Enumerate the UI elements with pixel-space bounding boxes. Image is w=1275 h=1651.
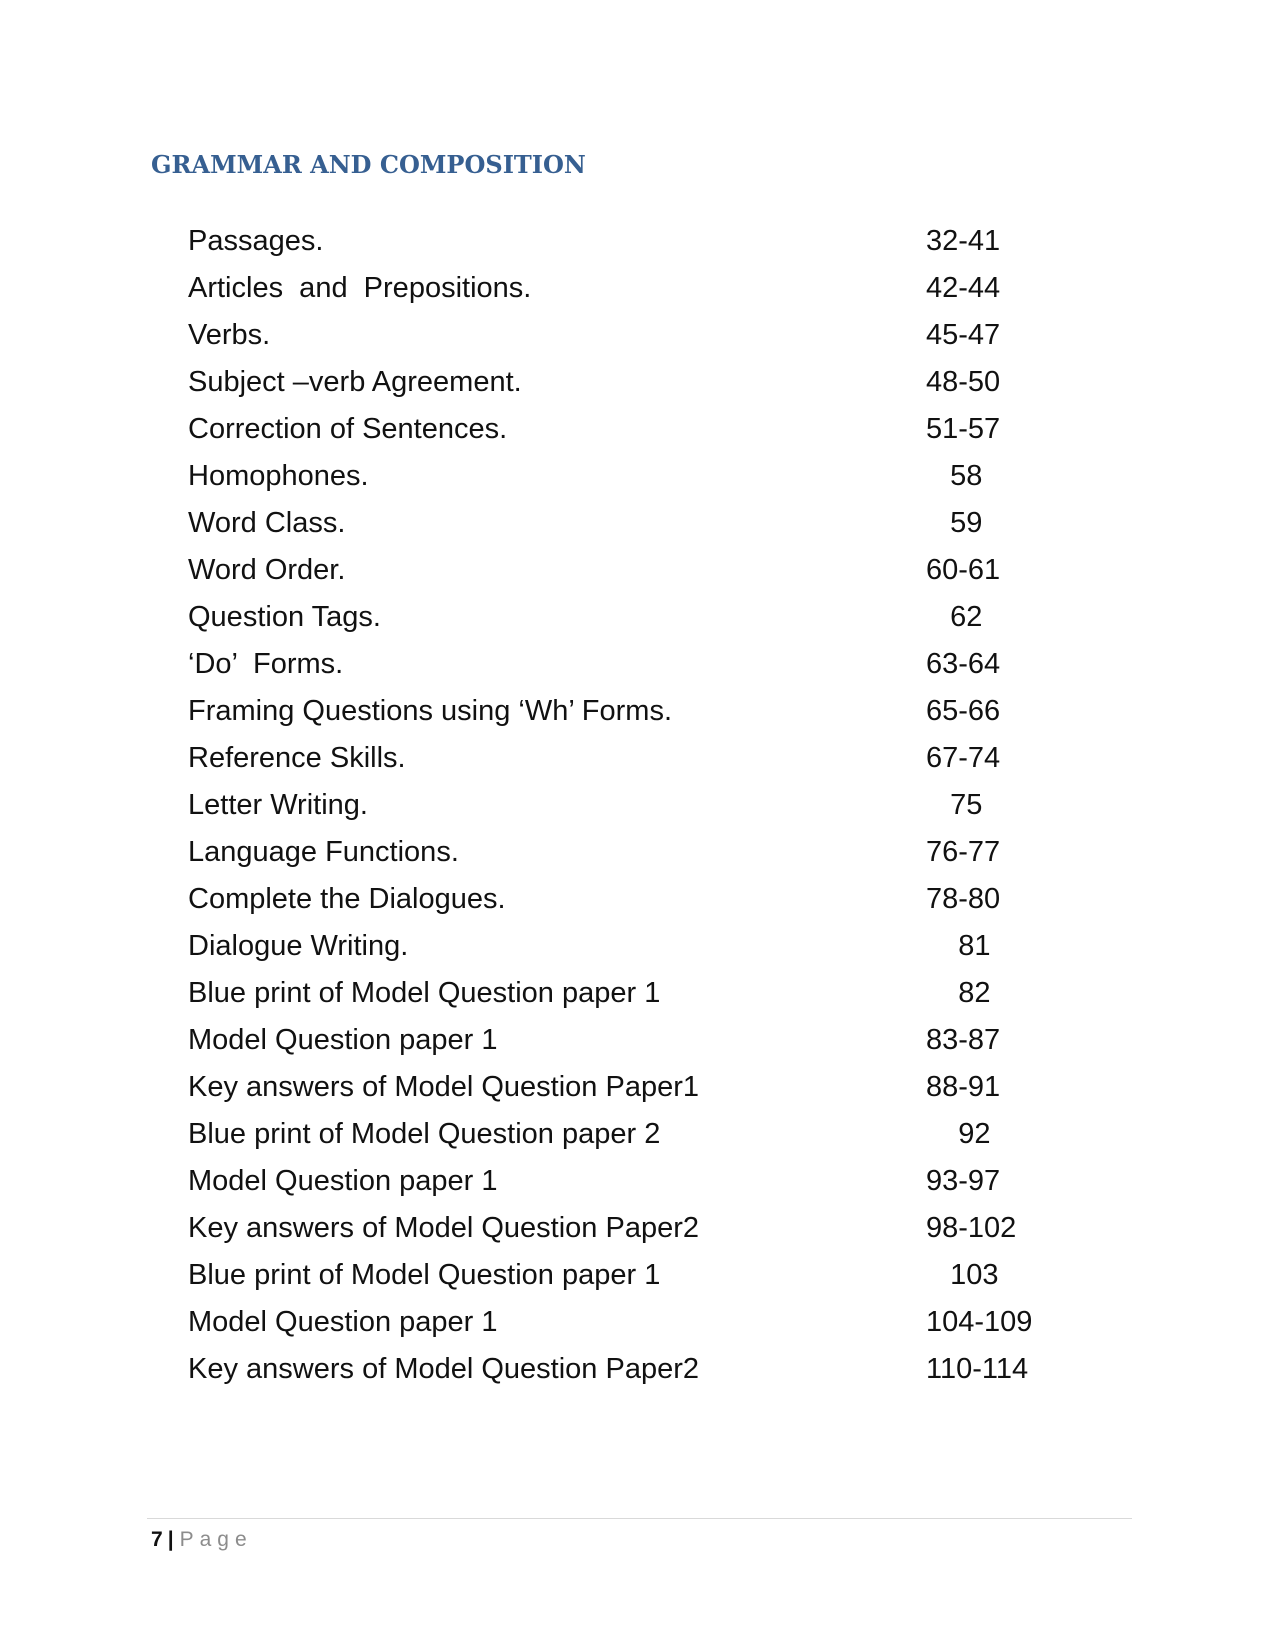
toc-entry bbox=[188, 312, 1128, 359]
toc-entry-title: Verbs. bbox=[188, 319, 271, 351]
toc-entry bbox=[188, 359, 1128, 406]
toc-entry-pages: 42-44 bbox=[926, 272, 1001, 304]
toc-entry-title: Homophones. bbox=[188, 460, 369, 492]
toc-entry-title: Question Tags. bbox=[188, 601, 381, 633]
toc-entry-pages: 75 bbox=[926, 789, 983, 821]
toc-entry-pages: 93-97 bbox=[926, 1165, 1001, 1197]
toc-entry-title: Dialogue Writing. bbox=[188, 930, 409, 962]
toc-entry bbox=[188, 1064, 1128, 1111]
toc-entry-title: Blue print of Model Question paper 2 bbox=[188, 1118, 661, 1150]
footer-separator: | bbox=[167, 1528, 174, 1551]
toc-entry-title: Articles and Prepositions. bbox=[188, 272, 532, 304]
toc-entry-pages: 60-61 bbox=[926, 554, 1001, 586]
toc-entry-title: Complete the Dialogues. bbox=[188, 883, 506, 915]
toc-entry-pages: 81 bbox=[926, 930, 991, 962]
toc-entry-pages: 63-64 bbox=[926, 648, 1001, 680]
toc-entry-pages: 83-87 bbox=[926, 1024, 1001, 1056]
toc-entry bbox=[188, 782, 1128, 829]
toc-entry bbox=[188, 406, 1128, 453]
toc-entry-pages: 76-77 bbox=[926, 836, 1001, 868]
toc-entry-pages: 103 bbox=[926, 1259, 999, 1291]
toc-entry-pages: 48-50 bbox=[926, 366, 1001, 398]
toc-entry-title: Letter Writing. bbox=[188, 789, 368, 821]
toc-entry-pages: 92 bbox=[926, 1118, 991, 1150]
toc-entry-pages: 58 bbox=[926, 460, 983, 492]
toc-entry bbox=[188, 735, 1128, 782]
toc-entry-title: Key answers of Model Question Paper2 bbox=[188, 1353, 699, 1385]
toc-entry-title: Key answers of Model Question Paper2 bbox=[188, 1212, 699, 1244]
toc-entry-pages: 67-74 bbox=[926, 742, 1001, 774]
toc-entry-title: Model Question paper 1 bbox=[188, 1024, 498, 1056]
toc-entry bbox=[188, 500, 1128, 547]
toc-entry-pages: 62 bbox=[926, 601, 983, 633]
toc-entry bbox=[188, 218, 1128, 265]
toc-entry-title: Word Order. bbox=[188, 554, 346, 586]
toc-entry-title: Framing Questions using ‘Wh’ Forms. bbox=[188, 695, 673, 727]
toc-entry bbox=[188, 547, 1128, 594]
toc-entry-title: Key answers of Model Question Paper1 bbox=[188, 1071, 699, 1103]
toc-entry-pages: 98-102 bbox=[926, 1212, 1017, 1244]
toc-entry-pages: 32-41 bbox=[926, 225, 1001, 257]
toc-entry bbox=[188, 453, 1128, 500]
toc-entry-pages: 110-114 bbox=[926, 1353, 1029, 1385]
toc-entry bbox=[188, 1111, 1128, 1158]
toc-entry-title: Word Class. bbox=[188, 507, 346, 539]
page-label: Page bbox=[179, 1528, 253, 1551]
page-number: 7 bbox=[151, 1528, 163, 1551]
toc-entry-pages: 59 bbox=[926, 507, 983, 539]
toc-entry-pages: 45-47 bbox=[926, 319, 1001, 351]
toc-entry bbox=[188, 1205, 1128, 1252]
toc-entry bbox=[188, 1158, 1128, 1205]
toc-entry bbox=[188, 829, 1128, 876]
section-heading: GRAMMAR AND COMPOSITION bbox=[151, 150, 586, 179]
toc-entry-title: ‘Do’ Forms. bbox=[188, 648, 344, 680]
toc-entry bbox=[188, 265, 1128, 312]
toc-entry-title: Blue print of Model Question paper 1 bbox=[188, 977, 661, 1009]
toc-entry-title: Passages. bbox=[188, 225, 324, 257]
toc-entry bbox=[188, 688, 1128, 735]
toc-entry-pages: 78-80 bbox=[926, 883, 1001, 915]
toc-entry bbox=[188, 876, 1128, 923]
toc-entry-title: Blue print of Model Question paper 1 bbox=[188, 1259, 661, 1291]
toc-entry-pages: 104-109 bbox=[926, 1306, 1033, 1338]
toc-entry bbox=[188, 1299, 1128, 1346]
toc-entry-title: Language Functions. bbox=[188, 836, 459, 868]
toc-entry bbox=[188, 1346, 1128, 1393]
toc-entry-pages: 51-57 bbox=[926, 413, 1001, 445]
toc-entry-title: Model Question paper 1 bbox=[188, 1306, 498, 1338]
toc-entry-pages: 82 bbox=[926, 977, 991, 1009]
toc-entry-title: Correction of Sentences. bbox=[188, 413, 508, 445]
toc-entry bbox=[188, 970, 1128, 1017]
toc-entry bbox=[188, 1252, 1128, 1299]
toc-entry bbox=[188, 1017, 1128, 1064]
toc-entry bbox=[188, 641, 1128, 688]
toc-entry-title: Reference Skills. bbox=[188, 742, 406, 774]
toc-entry bbox=[188, 923, 1128, 970]
toc-entry-title: Subject –verb Agreement. bbox=[188, 366, 522, 398]
toc-entry bbox=[188, 594, 1128, 641]
toc-entry-title: Model Question paper 1 bbox=[188, 1165, 498, 1197]
page-footer bbox=[151, 1525, 253, 1555]
toc-entry-pages: 65-66 bbox=[926, 695, 1001, 727]
footer-divider bbox=[147, 1518, 1132, 1519]
table-of-contents bbox=[188, 218, 1128, 1393]
toc-entry-pages: 88-91 bbox=[926, 1071, 1001, 1103]
